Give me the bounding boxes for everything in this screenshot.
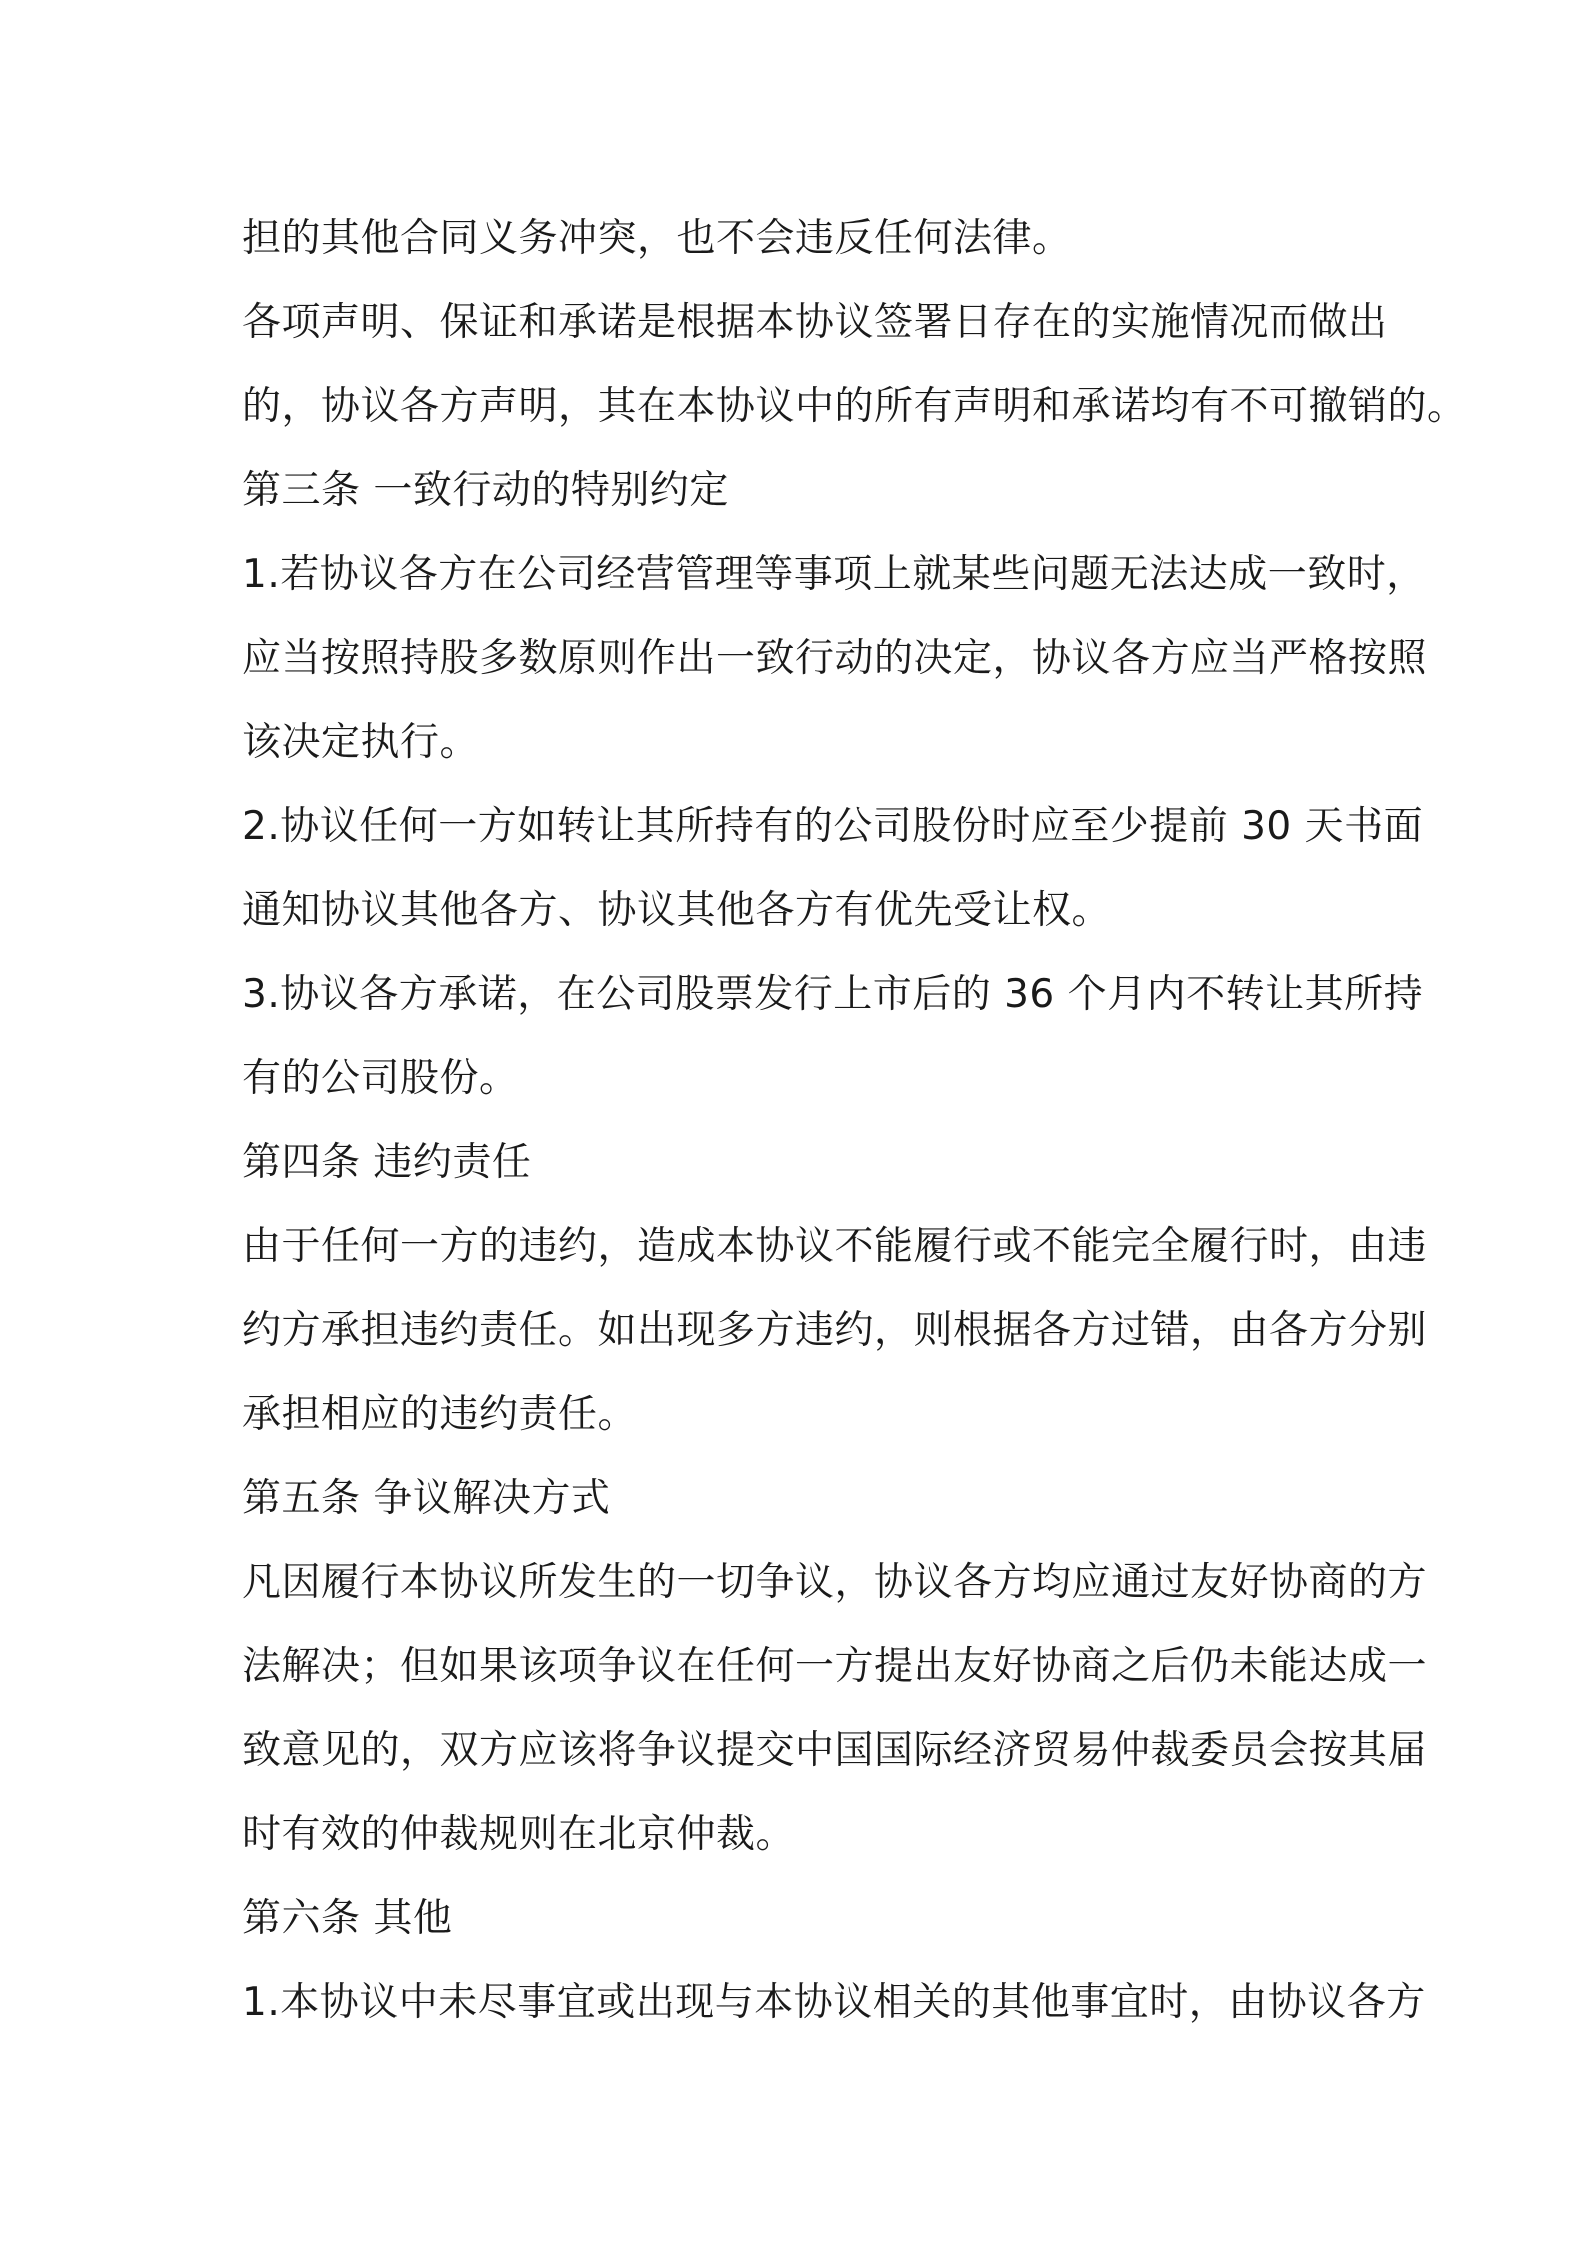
paragraph-line: 凡因履行本协议所发生的一切争议，协议各方均应通过友好协商的方 (242, 1560, 1428, 1605)
paragraph-line: 应当按照持股多数原则作出一致行动的决定，协议各方应当严格按照 (242, 636, 1428, 681)
paragraph-line: 的，协议各方声明，其在本协议中的所有声明和承诺均有不可撤销的。 (242, 384, 1467, 429)
paragraph-line: 该决定执行。 (242, 720, 480, 765)
paragraph-line: 由于任何一方的违约，造成本协议不能履行或不能完全履行时，由违 (242, 1224, 1428, 1269)
paragraph-line: 法解决；但如果该项争议在任何一方提出友好协商之后仍未能达成一 (242, 1644, 1428, 1689)
article-heading: 第三条 一致行动的特别约定 (242, 468, 729, 513)
article-heading: 第六条 其他 (242, 1896, 453, 1941)
article-heading: 第四条 违约责任 (242, 1140, 532, 1185)
paragraph-line: 承担相应的违约责任。 (242, 1392, 638, 1437)
paragraph-line: 时有效的仲裁规则在北京仲裁。 (242, 1812, 796, 1857)
paragraph-line: 通知协议其他各方、协议其他各方有优先受让权。 (242, 888, 1112, 933)
paragraph-line: 1.若协议各方在公司经营管理等事项上就某些问题无法达成一致时， (242, 552, 1426, 597)
paragraph-line: 致意见的，双方应该将争议提交中国国际经济贸易仲裁委员会按其届 (242, 1728, 1428, 1773)
article-heading: 第五条 争议解决方式 (242, 1476, 611, 1521)
paragraph-line: 3.协议各方承诺，在公司股票发行上市后的 36 个月内不转让其所持 (242, 972, 1424, 1017)
paragraph-line: 约方承担违约责任。如出现多方违约，则根据各方过错，由各方分别 (242, 1308, 1428, 1353)
paragraph-line: 各项声明、保证和承诺是根据本协议签署日存在的实施情况而做出 (242, 300, 1388, 345)
paragraph-line: 担的其他合同义务冲突，也不会违反任何法律。 (242, 216, 1072, 261)
paragraph-line: 2.协议任何一方如转让其所持有的公司股份时应至少提前 30 天书面 (242, 804, 1424, 849)
paragraph-line: 有的公司股份。 (242, 1056, 519, 1101)
paragraph-line: 1.本协议中未尽事宜或出现与本协议相关的其他事宜时，由协议各方 (242, 1980, 1426, 2025)
document-body (242, 197, 1467, 2045)
